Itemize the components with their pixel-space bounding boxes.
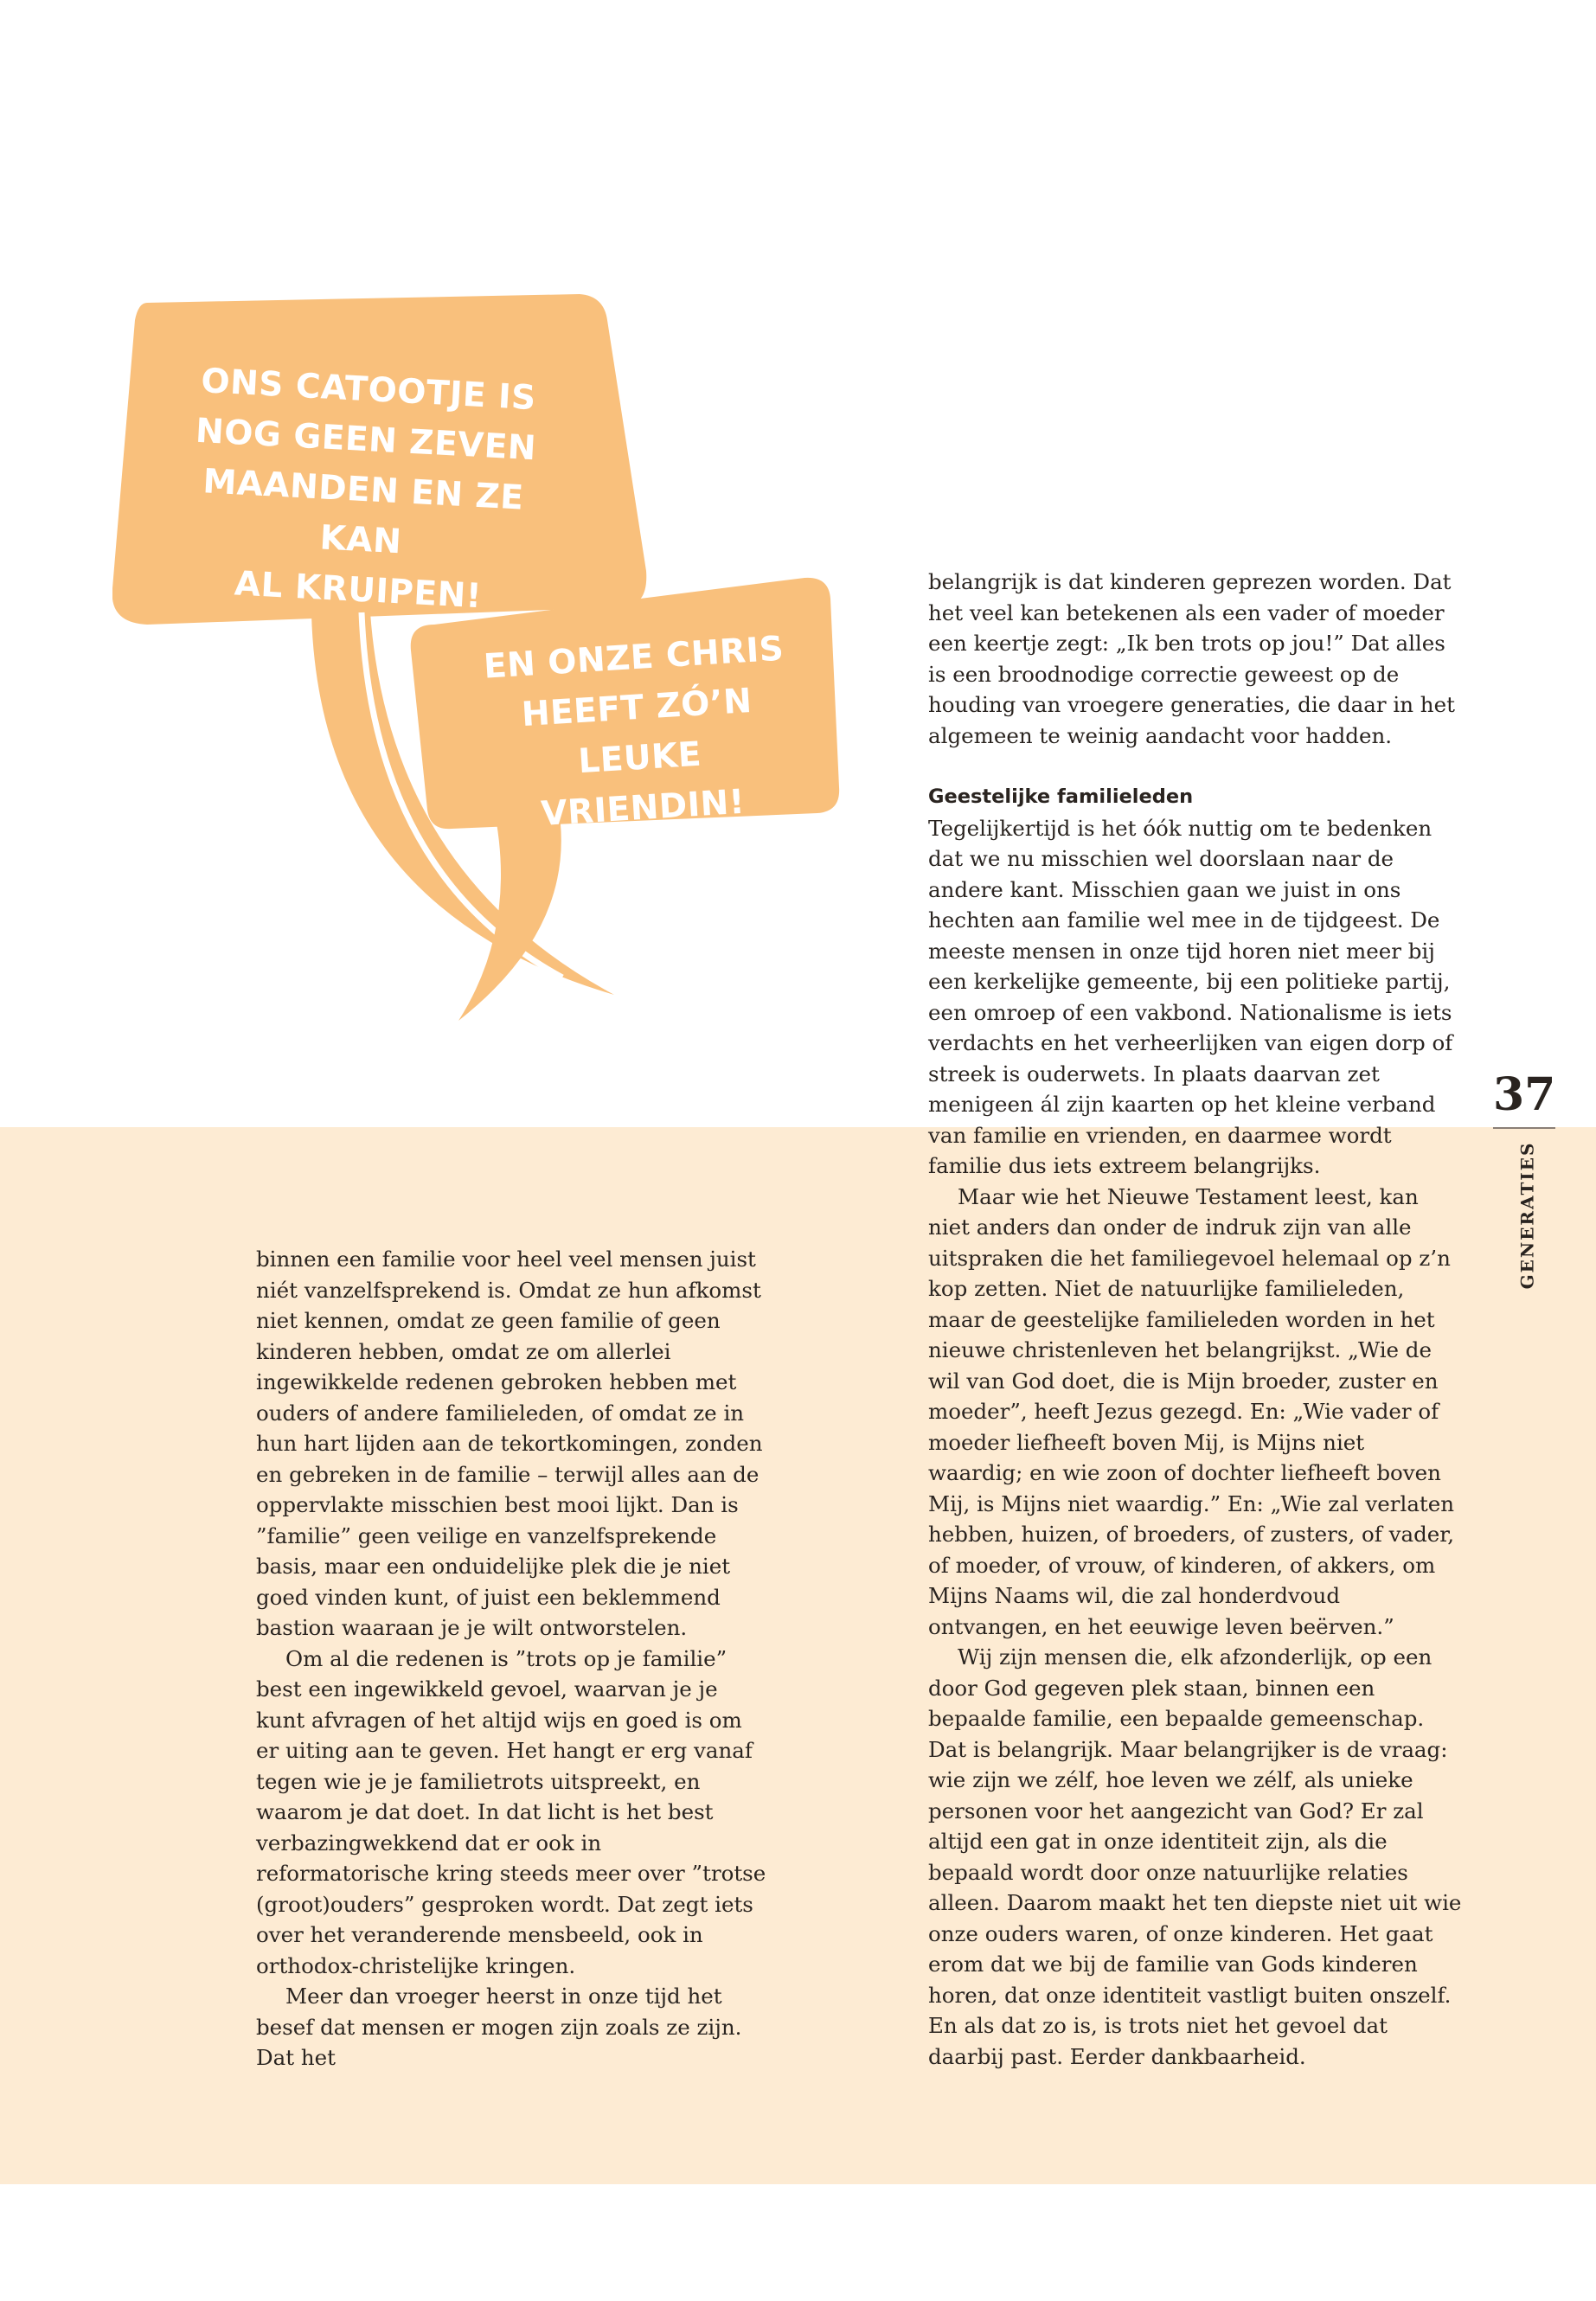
bubble-two-line: HEEFT ZÓ’N: [520, 681, 753, 735]
bubble-one-line: NOG GEEN ZEVEN: [195, 411, 538, 469]
page-number: 37: [1493, 1068, 1556, 1121]
body-paragraph: Wij zijn mensen die, elk afzonderlijk, op een door God gegeven plek staan, binnen een bepaalde familie, een bepaalde gemeenschap. Dat is belangrijk. Maar belangrijker is de vraag: wie zijn we zélf, hoe leven we zélf, als unieke personen voor het aangezicht van God? Er zal altijd een gat in onze identiteit zijn, als die bepaald wordt door onze natuurlijke relaties alleen. Daarom maakt het ten diepste niet uit wie onze ouders waren, of onze kinderen. Het gaat erom dat we bij de familie van Gods kinderen horen, dat onze identiteit vastligt buiten onszelf. En als dat zo is, is trots niet het gevoel dat daarbij past. Eerder dankbaarheid.: [928, 1644, 1462, 2069]
bubble-one-line: ONS CATOOTJE IS: [200, 362, 537, 419]
bubble-one-line: AL KRUIPEN!: [233, 564, 484, 617]
body-paragraph: binnen een familie voor heel veel mensen juist niét vanzelfsprekend is. Omdat ze hun afkomst niet kennen, omdat ze geen familie of geen kinderen hebben, omdat ze om allerlei ingewikkelde redenen gebroken hebben met ouders of andere familieleden, of omdat ze in hun hart lijden aan de tekortkomingen, zonden en gebreken in de familie – terwijl alles aan de oppervlakte misschien best mooi lijkt. Dan is ”familie” geen veilige en vanzelfsprekende basis, maar een onduidelijke plek die je niet goed vinden kunt, of juist een beklemmend bastion waaraan je je wilt ontworstelen.: [256, 1247, 763, 1640]
bubble-two-line: EN ONZE CHRIS: [482, 629, 785, 687]
bubble-two-line: LEUKE VRIENDIN!: [540, 734, 747, 834]
right-text-column: [928, 567, 1465, 2072]
body-paragraph: Tegelijkertijd is het óók nuttig om te bedenken dat we nu misschien wel doorslaan naar de andere kant. Misschien gaan we juist in ons hechten aan familie wel mee in de tijdgeest. De meeste mensen in onze tijd horen niet meer bij een kerkelijke gemeente, bij een politieke partij, een omroep of een vakbond. Nationalisme is iets verdachts en het verheerlijken van eigen dorp of streek is ouderwets. In plaats daarvan zet menigeen ál zijn kaarten op het kleine verband van familie en vrienden, en daarmee wordt familie dus iets extreem belangrijks.: [928, 815, 1453, 1178]
page-number-rule: [1493, 1127, 1555, 1129]
body-paragraph: Om al die redenen is ”trots op je familie” best een ingewikkeld gevoel, waarvan je je kunt afvragen of het altijd wijs en goed is om er uiting aan te geven. Het hangt er erg vanaf tegen wie je je familietrots uitspreekt, en waarom je dat doet. In dat licht is het best verbazingwekkend dat er ook in reformatorische kring steeds meer over ”trotse (groot)ouders” gesproken wordt. Dat zegt iets over het veranderende mensbeeld, ook in orthodox-christelijke kringen.: [256, 1645, 766, 1978]
bubble-two-text: [468, 624, 808, 844]
body-paragraph: belangrijk is dat kinderen geprezen worden. Dat het veel kan betekenen als een vader of moeder een keertje zegt: „Ik ben trots op jou!” Dat alles is een broodnodige correctie geweest op de houding van vroegere generaties, die daar in het algemeen te weinig aandacht voor hadden.: [928, 569, 1455, 748]
running-title: [1497, 1142, 1557, 1289]
paragraph-gap: [928, 751, 1465, 782]
body-paragraph: Maar wie het Nieuwe Testament leest, kan niet anders dan onder de indruk zijn van alle uitspraken die het familiegevoel helemaal op z’n kop zetten. Niet de natuurlijke familieleden, maar de geestelijke familieleden worden in het nieuwe christenleven het belangrijkst. „Wie de wil van God doet, die is Mijn broeder, zuster en moeder”, heeft Jezus gezegd. En: „Wie vader of moeder liefheeft boven Mij, is Mijns niet waardig; en wie zoon of dochter liefheeft boven Mij, is Mijns niet waardig.” En: „Wie zal verlaten hebben, huizen, of broeders, of zusters, of vader, of moeder, of vrouw, of kinderen, of akkers, om Mijns Naams wil, die zal honderdvoud ontvangen, en het eeuwige leven beërven.”: [928, 1183, 1455, 1639]
section-subheading: Geestelijke familieleden: [928, 785, 1194, 808]
running-title-text: GENERATIES: [1516, 1141, 1538, 1290]
body-paragraph: Meer dan vroeger heerst in onze tijd het besef dat mensen er mogen zijn zoals ze zijn. Dat het: [256, 1984, 742, 2070]
bubble-one-text: [176, 356, 552, 625]
left-text-column: [256, 1244, 770, 2073]
bubble-one-line: MAANDEN EN ZE KAN: [202, 462, 525, 562]
